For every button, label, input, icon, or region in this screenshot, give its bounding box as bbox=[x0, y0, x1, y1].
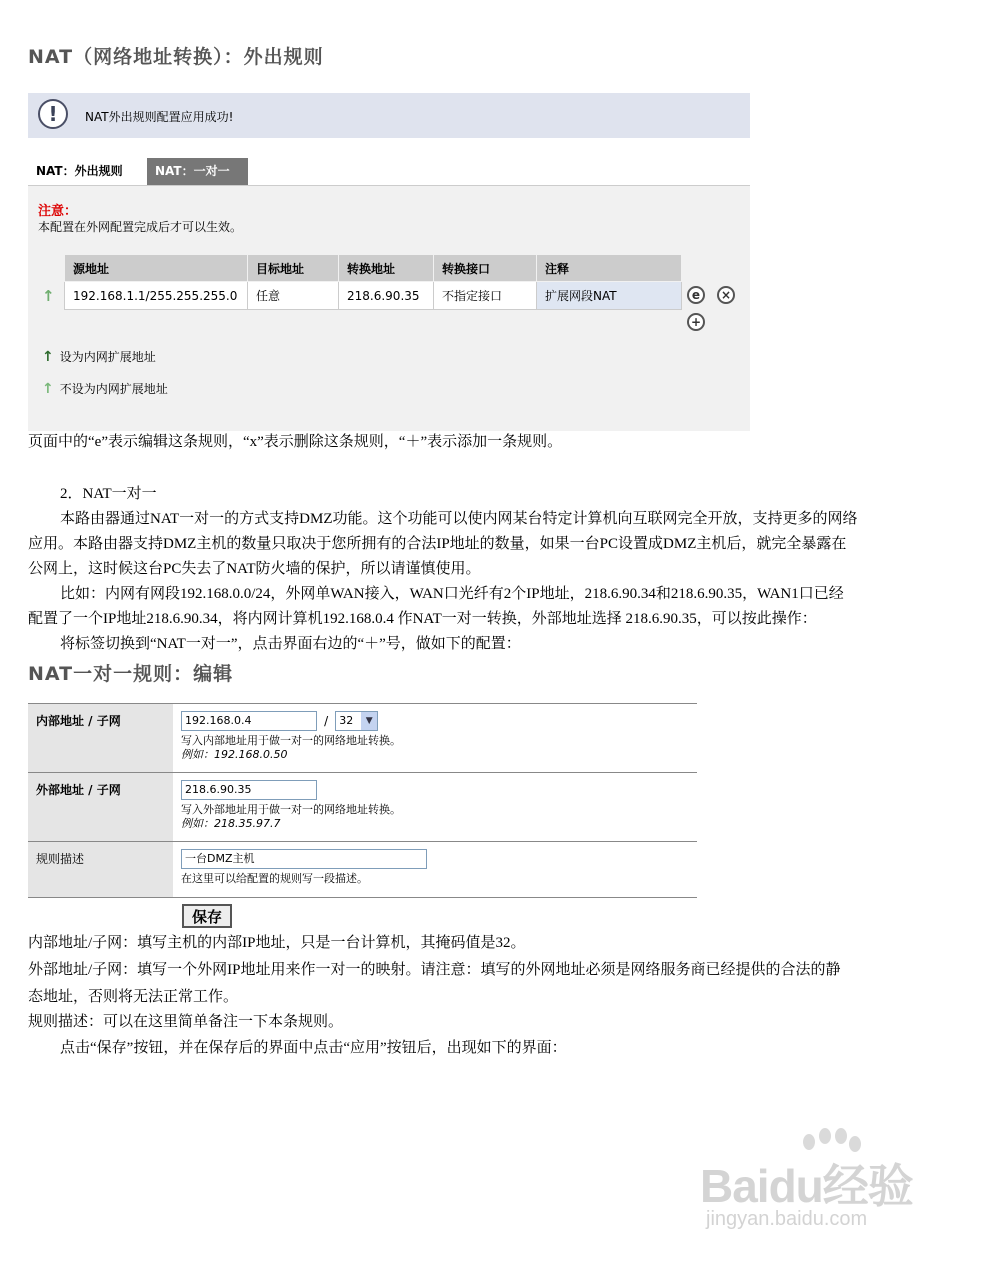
cell-interface: 不指定接口 bbox=[434, 282, 537, 310]
edit-icon[interactable]: e bbox=[687, 286, 705, 304]
dark-up-arrow-icon: ↑ bbox=[42, 349, 54, 365]
internal-address-hint: 写入内部地址用于做一对一的网络地址转换。 bbox=[181, 733, 401, 747]
success-banner bbox=[28, 93, 750, 138]
subnet-mask-select[interactable] bbox=[335, 711, 378, 731]
edit-form-title: NAT一对一规则：编辑 bbox=[28, 663, 234, 685]
table-header-row bbox=[65, 255, 682, 282]
subnet-separator: / bbox=[324, 714, 329, 728]
cell-translated: 218.6.90.35 bbox=[339, 282, 434, 310]
up-arrow-icon[interactable]: ↑ bbox=[42, 287, 55, 305]
paragraph-dmz-line2: 应用。本路由器支持DMZ主机的数量只取决于您所拥有的合法IP地址的数量，如果一台PC设置成DMZ主机后，就完全暴露在 bbox=[28, 536, 847, 552]
page-title: NAT（网络地址转换）：外出规则 bbox=[28, 46, 324, 68]
external-address-hint: 写入外部地址用于做一对一的网络地址转换。 bbox=[181, 802, 401, 816]
paragraph-example-line1: 比如：内网有网段192.168.0.0/24，外网单WAN接入，WAN口光纤有2个IP地址，218.6.90.34和218.6.90.35，WAN1口已经 bbox=[60, 586, 844, 602]
subnet-mask-value: 32 bbox=[339, 713, 354, 727]
delete-icon[interactable]: × bbox=[717, 286, 735, 304]
form-row-description bbox=[28, 842, 697, 898]
legend-no-extend bbox=[42, 380, 168, 397]
external-address-label: 外部地址 / 子网 bbox=[28, 773, 173, 841]
paragraph-external-explained-line2: 态地址，否则将无法正常工作。 bbox=[28, 989, 239, 1005]
add-icon[interactable]: + bbox=[687, 313, 705, 331]
cell-comment: 扩展网段NAT bbox=[537, 282, 682, 310]
section-heading-nat-one-to-one: 2．NAT一对一 bbox=[60, 486, 157, 502]
header-comment: 注释 bbox=[537, 255, 682, 282]
rules-table bbox=[64, 254, 682, 310]
save-button[interactable]: 保存 bbox=[182, 904, 232, 928]
watermark-url: jingyan.baidu.com bbox=[706, 1208, 868, 1230]
paragraph-internal-explained: 内部地址/子网：填写主机的内部IP地址，只是一台计算机，其掩码值是32。 bbox=[28, 935, 526, 951]
form-row-external bbox=[28, 773, 697, 842]
paragraph-save-apply: 点击“保存”按钮，并在保存后的界面中点击“应用”按钮后，出现如下的界面： bbox=[60, 1040, 567, 1056]
header-source: 源地址 bbox=[65, 255, 248, 282]
legend-extend-label: 设为内网扩展地址 bbox=[59, 350, 156, 364]
info-icon: ! bbox=[38, 99, 68, 129]
internal-address-label: 内部地址 / 子网 bbox=[28, 704, 173, 772]
chevron-down-icon[interactable]: ▼ bbox=[361, 712, 377, 730]
description-input[interactable]: 一台DMZ主机 bbox=[181, 849, 427, 869]
external-address-example: 例如：218.35.97.7 bbox=[181, 816, 281, 830]
cell-destination: 任意 bbox=[248, 282, 339, 310]
external-address-input[interactable]: 218.6.90.35 bbox=[181, 780, 317, 800]
paragraph-switch-tab: 将标签切换到“NAT一对一”，点击界面右边的“＋”号，做如下的配置： bbox=[60, 636, 521, 652]
paragraph-dmz-line1: 本路由器通过NAT一对一的方式支持DMZ功能。这个功能可以使内网某台特定计算机向互联网完全开放，支持更多的网络 bbox=[60, 511, 858, 527]
table-row[interactable] bbox=[65, 282, 682, 310]
legend-no-extend-label: 不设为内网扩展地址 bbox=[59, 382, 168, 396]
internal-address-input[interactable]: 192.168.0.4 bbox=[181, 711, 317, 731]
nat-one-to-one-form bbox=[28, 703, 697, 898]
tab-nat-one-to-one[interactable]: NAT：一对一 bbox=[147, 158, 248, 185]
form-row-internal bbox=[28, 704, 697, 773]
description-hint: 在这里可以给配置的规则写一段描述。 bbox=[181, 871, 368, 885]
light-up-arrow-icon: ↑ bbox=[42, 381, 54, 397]
header-translated: 转换地址 bbox=[339, 255, 434, 282]
header-destination: 目标地址 bbox=[248, 255, 339, 282]
description-label: 规则描述 bbox=[28, 842, 173, 897]
cell-source: 192.168.1.1/255.255.255.0 bbox=[65, 282, 248, 310]
paragraph-dmz-line3: 公网上，这时候这台PC失去了NAT防火墙的保护，所以请谨慎使用。 bbox=[28, 561, 481, 577]
watermark-logo: Baidu经验 bbox=[700, 1160, 913, 1212]
note-label: 注意： bbox=[38, 204, 78, 219]
baidu-watermark bbox=[700, 1128, 940, 1238]
tab-nat-outbound[interactable]: NAT：外出规则 bbox=[28, 158, 145, 185]
legend-extend bbox=[42, 348, 156, 365]
paragraph-description-explained: 规则描述：可以在这里简单备注一下本条规则。 bbox=[28, 1014, 344, 1030]
paragraph-icons-explanation: 页面中的“e”表示编辑这条规则，“x”表示删除这条规则，“＋”表示添加一条规则。 bbox=[28, 434, 563, 450]
banner-message: NAT外出规则配置应用成功! bbox=[85, 110, 234, 124]
rules-panel bbox=[28, 185, 750, 431]
paragraph-example-line2: 配置了一个IP地址218.6.90.34，将内网计算机192.168.0.4 作NAT一对一转换，外部地址选择 218.6.90.35，可以按此操作： bbox=[28, 611, 817, 627]
paragraph-external-explained-line1: 外部地址/子网：填写一个外网IP地址用来作一对一的映射。请注意：填写的外网地址必须是网络服务商已经提供的合法的静 bbox=[28, 962, 841, 978]
internal-address-example: 例如：192.168.0.50 bbox=[181, 747, 288, 761]
header-interface: 转换接口 bbox=[434, 255, 537, 282]
note-text: 本配置在外网配置完成后才可以生效。 bbox=[38, 220, 243, 234]
